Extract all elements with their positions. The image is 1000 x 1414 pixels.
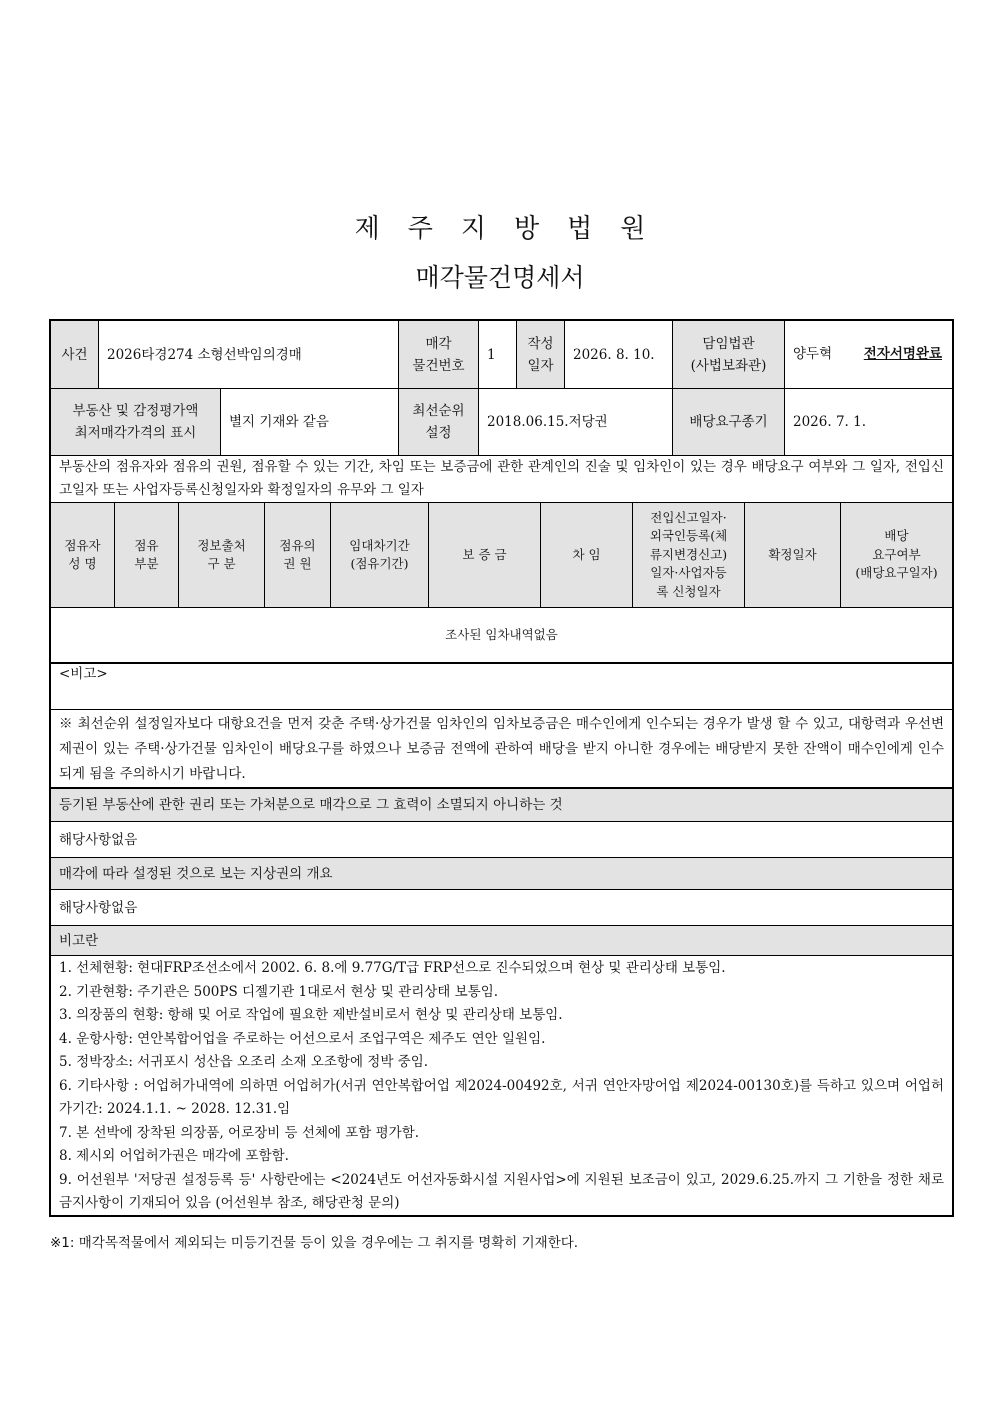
remarks-label: <비고>	[59, 666, 108, 682]
rights-value-row	[51, 822, 952, 858]
list-item: 4. 운항사항: 연안복합어업을 주로하는 어선으로서 조업구역은 제주도 연안 일원임.	[59, 1030, 546, 1047]
tenant-empty-text: 조사된 임차내역없음	[445, 627, 558, 642]
rights-value: 해당사항없음	[59, 831, 138, 848]
tenant-empty-row	[51, 608, 952, 664]
specification-table	[49, 319, 954, 1217]
surface-value: 해당사항없음	[59, 899, 138, 916]
tenant-header-row	[51, 503, 952, 608]
col-occupied-part: 점유 부분	[115, 503, 179, 607]
warning-text: ※ 최선순위 설정일자보다 대항요건을 먼저 갖춘 주택·상가건물 임차인의 임차보증금은 매수인에게 인수되는 경우가 발생 할 수 있고, 대항력과 우선변제권이 있는 주택·상가건물 임차인이 배당요구를 하였으나 보증금 전액에 관하여 배당을 받지 아니한 경우에는 배당받지 못한 잔액이 매수인에게 인수되게 됨을 주의하시기 바랍니다.	[59, 716, 944, 782]
property-row	[51, 389, 952, 456]
rights-label: 등기된 부동산에 관한 권리 또는 가처분으로 매각으로 그 효력이 소멸되지 아니하는 것	[59, 797, 563, 813]
court-name: 제주지방법원	[354, 214, 674, 244]
list-item: 8. 제시외 어업허가권은 매각에 포함함.	[59, 1148, 289, 1164]
list-item: 3. 의장품의 현황: 항해 및 어로 작업에 필요한 제반설비로서 현상 및 관리상태 보통임.	[59, 1007, 563, 1023]
property-label: 부동산 및 감정평가액 최저매각가격의 표시	[51, 389, 221, 455]
case-label: 사건	[51, 321, 99, 388]
col-deposit: 보 증 금	[429, 503, 541, 607]
notes-list	[59, 957, 944, 1216]
priority-label: 최선순위 설정	[399, 389, 479, 455]
list-item: 6. 기타사항 : 어업허가내역에 의하면 어업허가(서귀 연안복합어업 제2024-00492호, 서귀 연안자망어업 제2024-00130호)를 득하고 있으며 어업허가기간: 2024.1.1. ~ 2028. 12.31.임	[59, 1077, 944, 1117]
list-item: 9. 어선원부 '저당권 설정등록 등' 사항란에는 <2024년도 어선자동화시설 지원사업>에 지원된 보조금이 있고, 2029.6.25.까지 그 기한을 정한 채로 금지사항이 기재되어 있음 (어선원부 참조, 해당관청 문의)	[59, 1171, 944, 1211]
occupancy-intro-row	[51, 456, 952, 503]
col-info-source: 정보출처 구 분	[179, 503, 265, 607]
judge-label: 담임법관 (사법보좌관)	[673, 321, 785, 388]
judge-name: 양두혁	[793, 346, 833, 362]
list-item: 5. 정박장소: 서귀포시 성산읍 오조리 소재 오조항에 정박 중임.	[59, 1054, 429, 1070]
footnote: ※1: 매각목적물에서 제외되는 미등기건물 등이 있을 경우에는 그 취지를 명확히 기재한다.	[50, 1235, 579, 1251]
case-row	[51, 321, 952, 389]
col-move-in-date: 전입신고일자· 외국인등록(체 류지변경신고) 일자·사업자등 록 신청일자	[633, 503, 745, 607]
warning-row	[51, 710, 952, 789]
priority-value: 2018.06.15.저당권	[479, 389, 673, 455]
surface-label: 매각에 따라 설정된 것으로 보는 지상권의 개요	[59, 865, 333, 882]
notes-label-row	[51, 926, 952, 956]
date-label: 작성 일자	[517, 321, 565, 388]
document-title: 매각물건명세서	[415, 263, 585, 292]
col-occupant-name: 점유자 성 명	[51, 503, 115, 607]
remarks-row	[51, 664, 952, 710]
notes-label: 비고란	[59, 932, 99, 949]
surface-value-row	[51, 890, 952, 926]
item-no-label: 매각 물건번호	[399, 321, 479, 388]
list-item: 2. 기관현황: 주기관은 500PS 디젤기관 1대로서 현상 및 관리상태 보통임.	[59, 983, 499, 1000]
e-signature: 전자서명완료	[863, 346, 942, 362]
dividend-value: 2026. 7. 1.	[793, 414, 866, 430]
col-rent: 차 임	[541, 503, 633, 607]
case-value: 2026타경274 소형선박임의경매	[99, 321, 399, 388]
item-no-value: 1	[479, 321, 517, 388]
date-value: 2026. 8. 10.	[565, 321, 673, 388]
col-dividend-request: 배당 요구여부 (배당요구일자)	[855, 528, 938, 581]
occupancy-intro: 부동산의 점유자와 점유의 권원, 점유할 수 있는 기간, 차임 또는 보증금에 관한 관계인의 진술 및 임차인이 있는 경우 배당요구 여부와 그 일자, 전입신고일자 또는 사업자등록신청일자와 확정일자의 유무와 그 일자	[59, 459, 944, 498]
dividend-label: 배당요구종기	[673, 389, 785, 455]
col-lease-period: 임대차기간 (점유기간)	[331, 503, 429, 607]
col-occupancy-title: 점유의 권 원	[265, 503, 331, 607]
property-value: 별지 기재와 같음	[221, 389, 399, 455]
surface-label-row	[51, 858, 952, 890]
judge-value	[785, 321, 952, 388]
list-item: 7. 본 선박에 장착된 의장품, 어로장비 등 선체에 포함 평가함.	[59, 1124, 420, 1141]
col-fixed-date: 확정일자	[745, 503, 841, 607]
rights-label-row	[51, 789, 952, 822]
list-item: 1. 선체현황: 현대FRP조선소에서 2002. 6. 8.에 9.77G/T급 FRP선으로 진수되었으며 현상 및 관리상태 보통임.	[59, 960, 726, 976]
